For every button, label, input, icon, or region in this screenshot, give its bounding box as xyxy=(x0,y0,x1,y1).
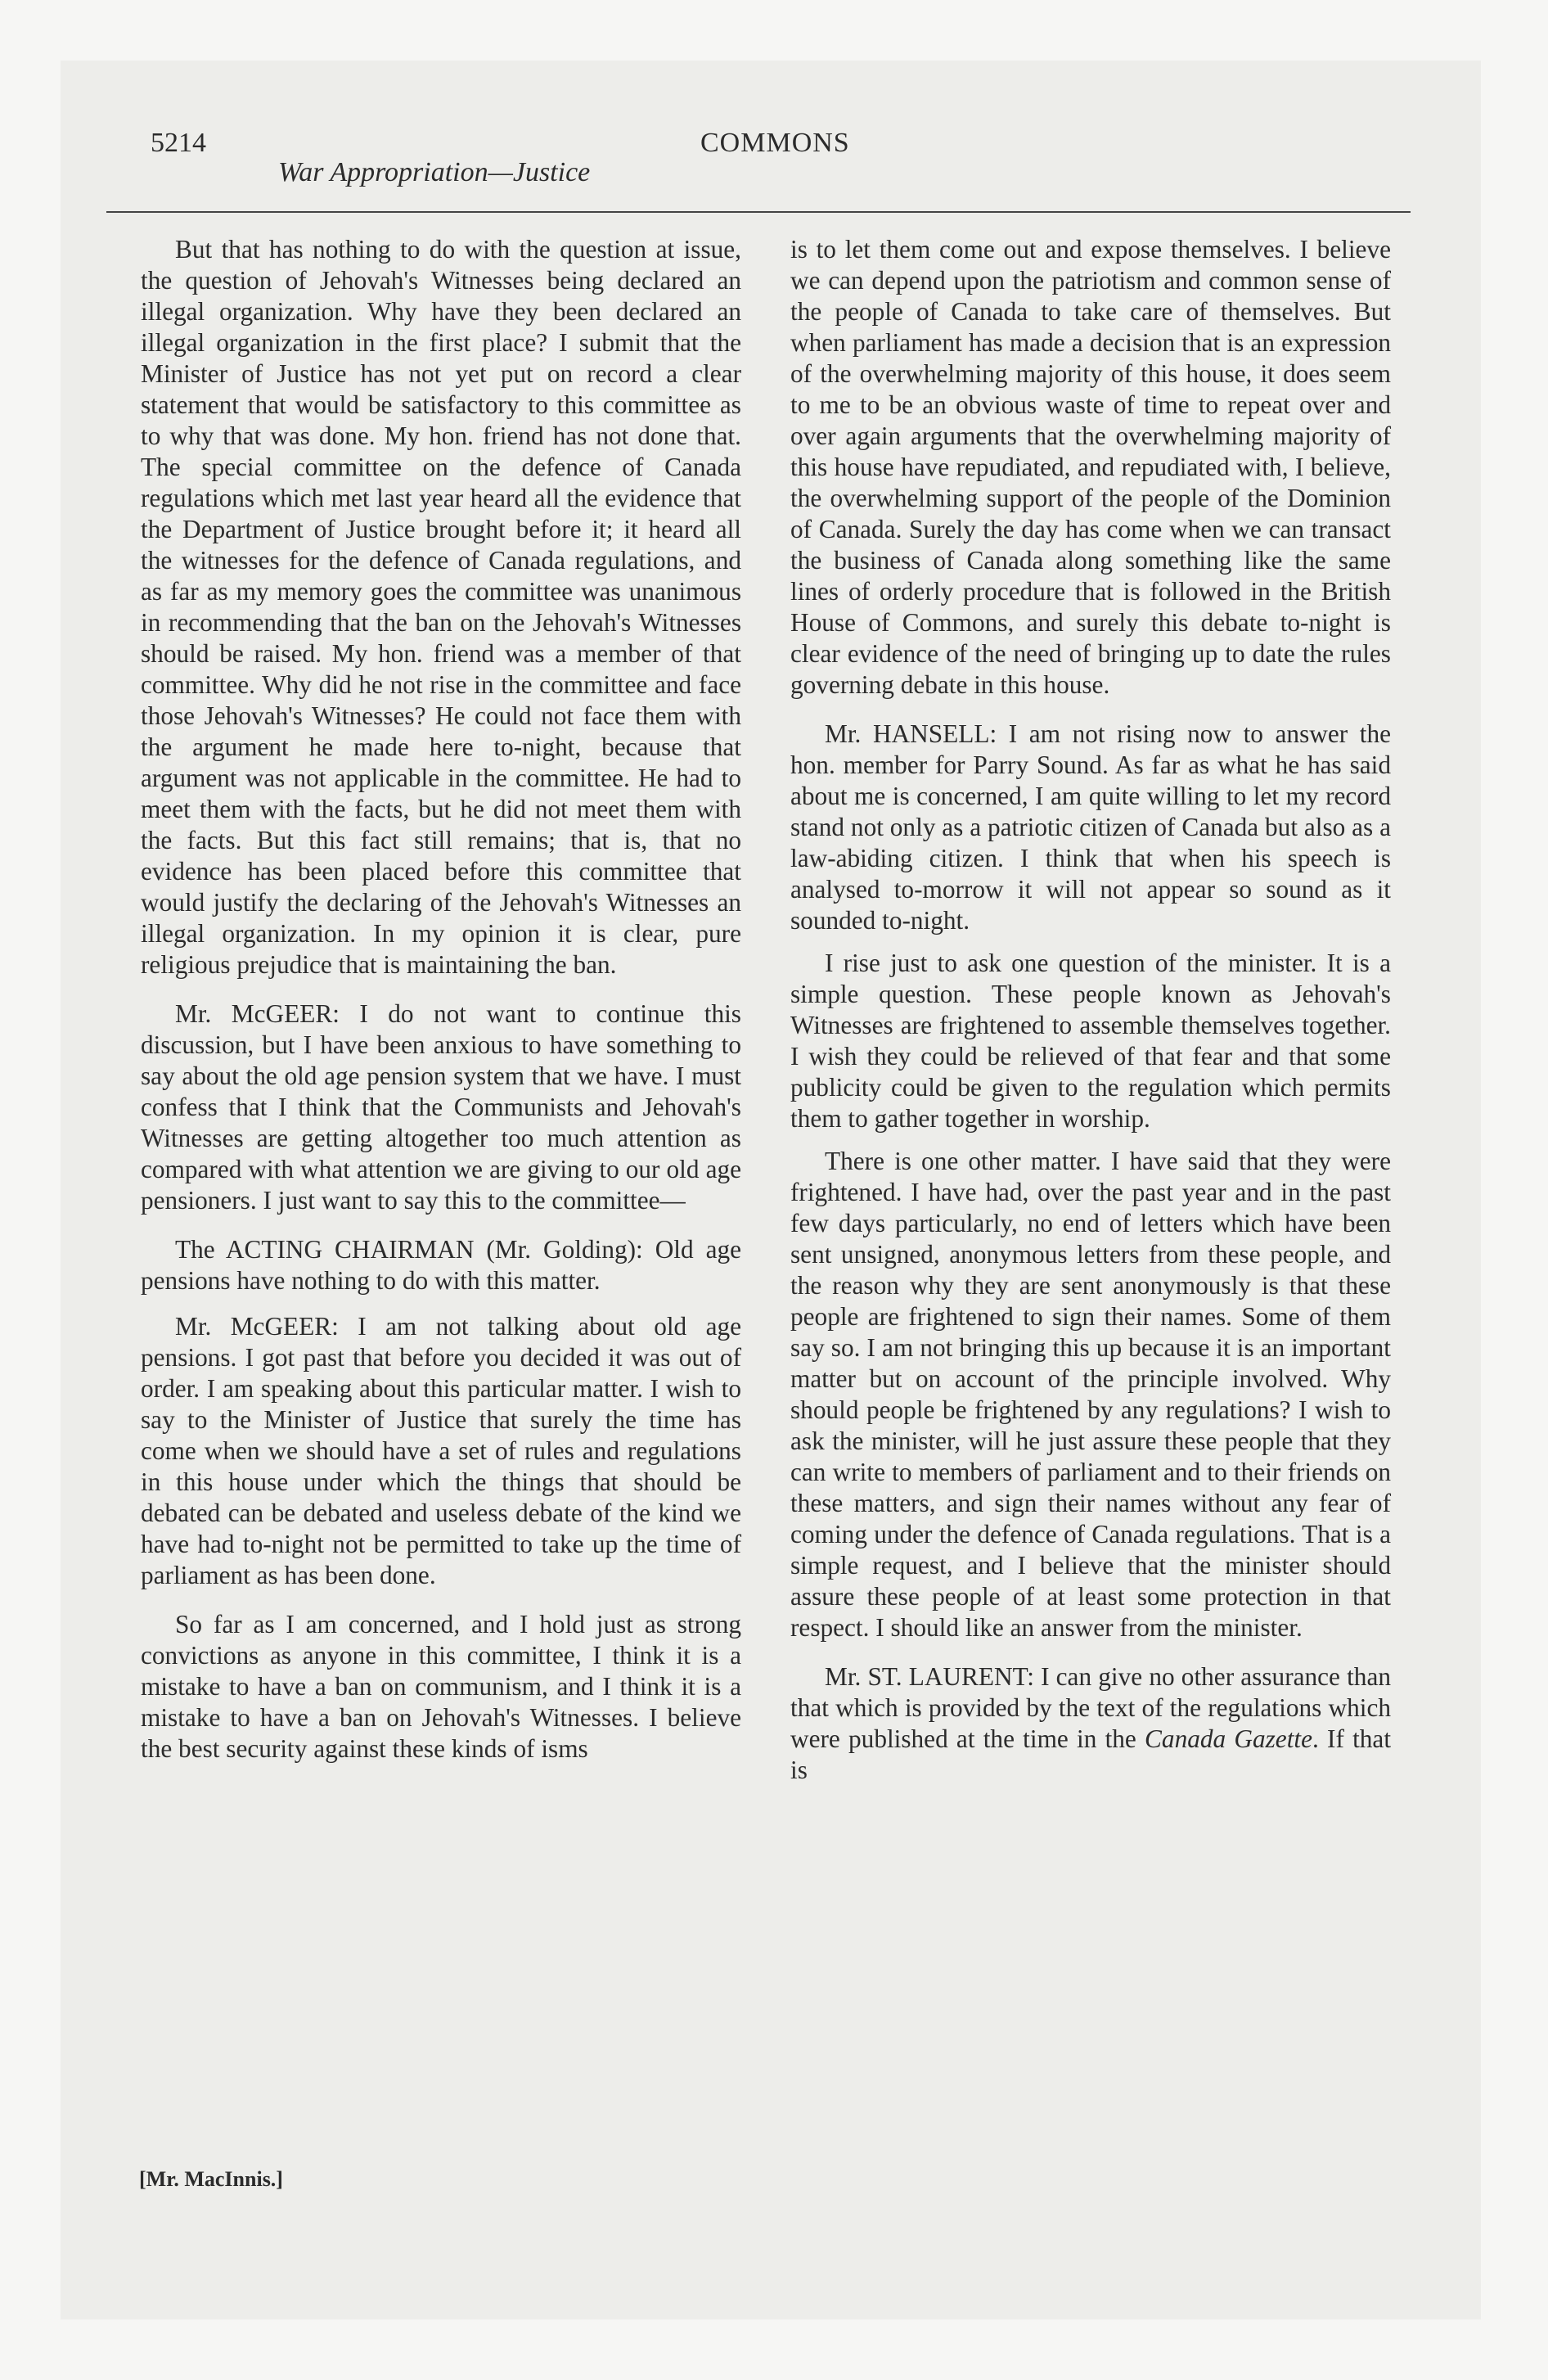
paragraph: But that has nothing to do with the question at issue, the question of Jehovah's Witnesses being declared an illegal organization. Why have they been declared an illegal organization in the first place? I submit that the Minister of Justice has not yet put on record a clear statement that would be satisfactory to this committee as to why that was done. My hon. friend has not done that. The special committee on the defence of Canada regulations which met last year heard all the evidence that the Department of Justice brought before it; it heard all the witnesses for the defence of Canada regulations, and as far as my memory goes the committee was unanimous in recommending that the ban on the Jehovah's Witnesses should be raised. My hon. friend was a member of that committee. Why did he not rise in the committee and face those Jehovah's Witnesses? He could not face them with the argument he made here to-night, because that argument was not applicable in the committee. He had to meet them with the facts, but he did not meet them with the facts. But this fact still remains; that is, that no evidence has been placed before this committee that would justify the declaring of the Jehovah's Witnesses an illegal organization. In my opinion it is clear, pure religious prejudice that is maintaining the ban. xyxy=(141,235,741,979)
chair-ruling xyxy=(141,1234,741,1296)
publication-name: Canada Gazette xyxy=(1145,1724,1312,1753)
speaker-name: The ACTING CHAIRMAN (Mr. Golding): xyxy=(175,1235,643,1264)
section-title: War Appropriation—Justice xyxy=(278,157,591,187)
left-column xyxy=(141,234,741,1776)
text-run: Mr. ST. LAURENT: I can give no other assurance than that which is provided by the text of the regulations which were published at the time in the xyxy=(790,1662,1391,1753)
paragraph: is to let them come out and expose themselves. I believe we can depend upon the patriotism and common sense of the people of Canada to take care of themselves. But when parliament has made a decision that is an expression of the overwhelming majority of this house, it does seem to me to be an obvious waste of time to repeat over and over again arguments that the overwhelming majority of this house have repudiated, and repudiated with, I believe, the overwhelming support of the people of the Dominion of Canada. Surely the day has come when we can transact the business of Canada along something like the same lines of orderly procedure that is followed in the British House of Commons, and surely this debate to-night is clear evidence of the need of bringing up to date the rules governing debate in this house. xyxy=(790,235,1391,699)
footer-speaker-note: [Mr. MacInnis.] xyxy=(139,2167,283,2191)
paragraph: Mr. McGEER: I do not want to continue this discussion, but I have been anxious to have something to say about the old age pension system that we have. I must confess that I think that the Communists and Jehovah's Witnesses are getting altogether too much attention as compared with what attention we are giving to our old age pensioners. I just want to say this to the committee— xyxy=(141,999,741,1215)
ruling-text: Old age pensions have nothing to do with this matter. xyxy=(141,1235,742,1295)
paragraph: Mr. HANSELL: I am not rising now to answer the hon. member for Parry Sound. As far as what he has said about me is concerned, I am quite willing to let my record stand not only as a patriotic citizen of Canada but also as a law-abiding citizen. I think that when his speech is analysed to-morrow it will not appear so sound as it sounded to-night. xyxy=(790,719,1391,935)
paragraph xyxy=(790,1661,1391,1786)
paragraph: So far as I am concerned, and I hold just as strong convictions as anyone in this committee, I think it is a mistake to have a ban on communism, and I think it is a mistake to have a ban on Jehovah's Witnesses. I believe the best security against these kinds of isms xyxy=(141,1610,741,1763)
page-number: 5214 xyxy=(151,128,206,158)
page-header xyxy=(106,121,1411,213)
paragraph: There is one other matter. I have said that they were frightened. I have had, over the past year and in the past few days particularly, no end of letters which have been sent unsigned, anonymous letters from these people, and the reason why they are sent anonymously is that these people are frightened to sign their names. Some of them say so. I am not bringing this up because it is an important matter but on account of the principle involved. Why should people be frightened by any regulations? I wish to ask the minister, will he just assure these people that they can write to members of parliament and to their friends on these matters, and sign their names without any fear of coming under the defence of Canada regulations. That is a simple request, and I believe that the minister should assure these people of at least some protection in that respect. I should like an answer from the minister. xyxy=(790,1147,1391,1642)
text-run: . If that is xyxy=(790,1724,1392,1784)
paragraph: I rise just to ask one question of the minister. It is a simple question. These people known as Jehovah's Witnesses are frightened to assemble themselves together. I wish they could be relieved of that fear and that some publicity could be given to the regulation which permits them to gather together in worship. xyxy=(790,949,1391,1133)
right-column xyxy=(790,234,1391,1797)
paragraph: Mr. McGEER: I am not talking about old age pensions. I got past that before you decided it was out of order. I am speaking about this particular matter. I wish to say to the Minister of Justice that surely the time has come when we should have a set of rules and regulations in this house under which the things that should be debated can be debated and useless debate of the kind we have had to-night not be permitted to take up the time of parliament as has been done. xyxy=(141,1312,741,1589)
chamber-title: COMMONS xyxy=(700,128,850,158)
